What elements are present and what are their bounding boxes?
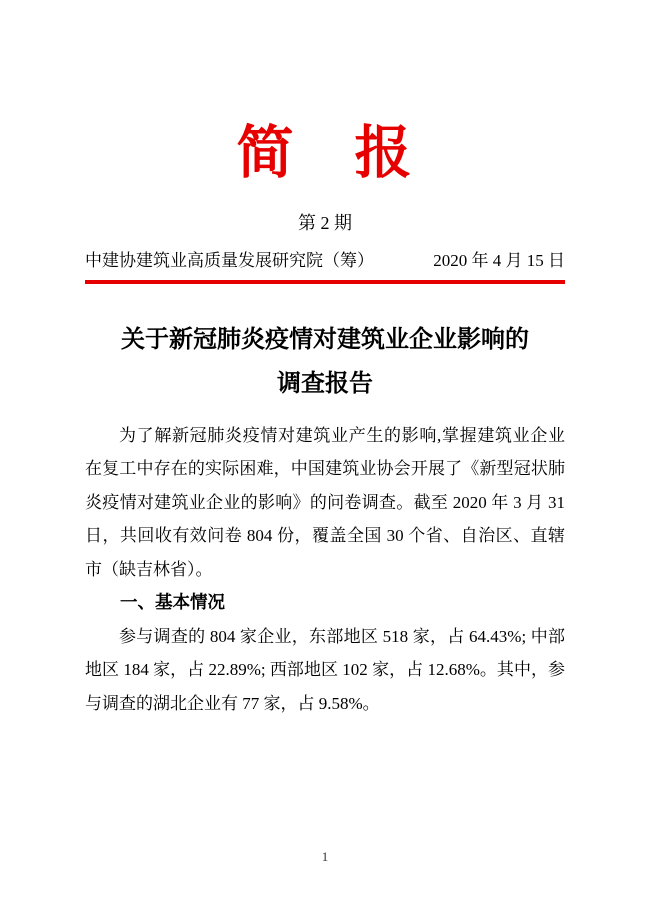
report-body [85,419,565,721]
report-title-line-1: 关于新冠肺炎疫情对建筑业企业影响的 [121,326,529,353]
section-1-paragraph: 参与调查的 804 家企业，东部地区 518 家，占 64.43%; 中部地区 184 家，占 22.89%; 西部地区 102 家，占 12.68%。其中，参与调查的湖北企业有 77 家，占 9.58%。 [85,626,565,713]
publish-date: 2020 年 4 月 15 日 [433,251,565,270]
issue-number: 第 2 期 [298,213,352,233]
masthead-title: 简 报 [236,122,414,185]
publication-row [85,251,565,271]
header-divider-rule [85,280,565,284]
publisher-name: 中建协建筑业高质量发展研究院（筹） [85,251,374,270]
section-1-heading: 一、基本情况 [120,592,225,612]
report-title [0,318,650,406]
intro-paragraph: 为了解新冠肺炎疫情对建筑业产生的影响,掌握建筑业企业在复工中存在的实际困难，中国建筑业协会开展了《新型冠状肺炎疫情对建筑业企业的影响》的问卷调查。截至 2020 年 3 月 31 日，共回收有效问卷 804 份，覆盖全国 30 个省、自治区、直辖市（缺吉林省）。 [85,425,565,579]
report-title-line-2: 调查报告 [277,370,373,397]
page-number: 1 [321,849,329,864]
